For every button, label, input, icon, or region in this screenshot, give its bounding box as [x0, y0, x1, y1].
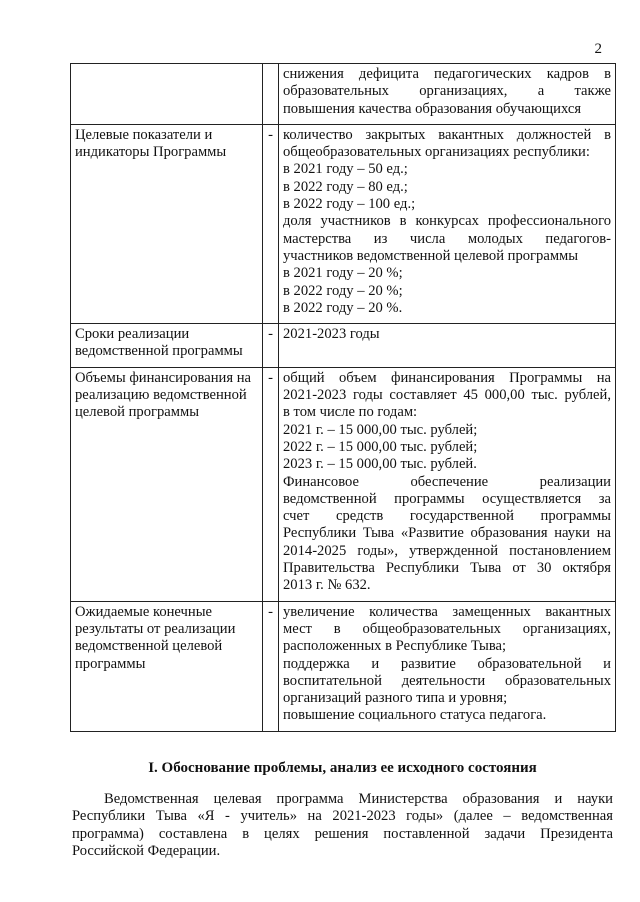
parameter-value-cell [279, 324, 616, 368]
parameter-name-line: результаты от реализации [75, 620, 236, 637]
parameter-value-line: образовательных организациях, а также [283, 83, 611, 100]
parameter-value-line: 2022 г. – 15 000,00 тыс. рублей; [283, 438, 478, 455]
dash-cell [263, 64, 279, 125]
parameter-name-line: Ожидаемые конечные [75, 603, 212, 620]
parameter-value-line: в 2022 году – 100 ед.; [283, 196, 416, 213]
dash-cell: - [263, 601, 279, 731]
parameter-value-line: Правительства Республики Тыва от 30 октября [283, 560, 611, 577]
paragraph-line: Республики Тыва «Я - учитель» на 2021-2023 годы» (далее – ведомственная [72, 808, 613, 825]
parameter-value-line: общеобразовательных организациях республики: [283, 144, 590, 161]
section-heading: I. Обоснование проблемы, анализ ее исходного состояния [148, 760, 537, 776]
parameter-value-line: доля участников в конкурсах профессионального [283, 213, 611, 230]
paragraph-line: программа) составлена в целях решения поставленной задачи Президента [72, 825, 613, 842]
parameter-name-line: ведомственной программы [75, 343, 243, 360]
parameter-value-line: Финансовое обеспечение реализации [283, 473, 611, 490]
parameter-value-cell [279, 367, 616, 601]
program-passport-table [70, 63, 616, 732]
parameter-name-cell [71, 601, 263, 731]
page-number: 2 [594, 41, 602, 57]
parameter-value-line: в 2022 году – 20 %; [283, 282, 403, 299]
parameter-value-line: увеличение количества замещенных вакантных [283, 603, 611, 620]
parameter-name-cell [71, 64, 263, 125]
parameter-value-line: в 2021 году – 50 ед.; [283, 161, 408, 178]
parameter-value-line: снижения дефицита педагогических кадров в [283, 66, 611, 82]
paragraph-line: Ведомственная целевая программа Министерства образования и науки [104, 791, 613, 807]
table-row [71, 324, 616, 368]
parameter-value-line: 2013 г. № 632. [283, 577, 371, 594]
dash-cell: - [263, 324, 279, 368]
parameter-value-line: в 2021 году – 20 %; [283, 265, 403, 282]
parameter-name-line: Целевые показатели и [75, 126, 213, 143]
parameter-value-cell [279, 124, 616, 323]
dash-cell: - [263, 367, 279, 601]
parameter-value-line: поддержка и развитие образовательной и [283, 655, 611, 672]
parameter-value-line: повышение социального статуса педагога. [283, 707, 547, 724]
parameter-value-line: воспитательной деятельности образовательных [283, 672, 611, 689]
table-row [71, 124, 616, 323]
parameter-value-line: 2021-2023 годы [283, 326, 380, 343]
parameter-name-line: индикаторы Программы [75, 144, 227, 161]
parameter-name-line: программы [75, 655, 146, 672]
parameter-value-cell [279, 64, 616, 125]
parameter-value-line: количество закрытых вакантных должностей в [283, 126, 611, 143]
parameter-name-line: Объемы финансирования на [75, 369, 252, 386]
paragraph-line: Российской Федерации. [72, 842, 221, 859]
parameter-value-cell [279, 601, 616, 731]
parameter-value-line: в том числе по годам: [283, 404, 418, 421]
passport-table-body [71, 64, 616, 732]
parameter-value-line: 2021-2023 годы составляет 45 000,00 тыс. рублей, [283, 387, 611, 404]
parameter-name-cell [71, 124, 263, 323]
parameter-name-line: ведомственной целевой [75, 638, 223, 655]
parameter-name-cell [71, 324, 263, 368]
parameter-name-line: Сроки реализации [75, 326, 190, 343]
parameter-value-line: мест в общеобразовательных организациях, [283, 620, 611, 637]
parameter-value-line: общий объем финансирования Программы на [283, 369, 611, 386]
parameter-value-line: счет средств государственной программы [283, 508, 611, 525]
parameter-value-line: расположенных в Республике Тыва; [283, 638, 507, 655]
parameter-name-line: целевой программы [75, 404, 200, 421]
parameter-value-line: повышения качества образования обучающихся [283, 100, 582, 117]
parameter-name-line: реализацию ведомственной [75, 387, 247, 404]
dash-cell: - [263, 124, 279, 323]
table-row [71, 64, 616, 125]
parameter-value-line: участников ведомственной целевой программы [283, 247, 579, 264]
parameter-value-line: Республики Тыва «Развитие образования науки на [283, 525, 611, 542]
parameter-value-line: 2021 г. – 15 000,00 тыс. рублей; [283, 421, 478, 438]
parameter-value-line: мастерства из числа молодых педагогов- [283, 230, 611, 247]
parameter-value-line: в 2022 году – 20 %. [283, 299, 403, 316]
parameter-value-line: ведомственной программы осуществляется за [283, 490, 611, 507]
section-paragraph [72, 791, 613, 860]
parameter-value-line: организаций разного типа и уровня; [283, 690, 508, 707]
parameter-name-cell [71, 367, 263, 601]
table-row [71, 367, 616, 601]
parameter-value-line: 2014-2025 годы», утвержденной постановлением [283, 542, 611, 559]
parameter-value-line: 2023 г. – 15 000,00 тыс. рублей. [283, 456, 477, 473]
parameter-value-line: в 2022 году – 80 ед.; [283, 178, 408, 195]
table-row [71, 601, 616, 731]
